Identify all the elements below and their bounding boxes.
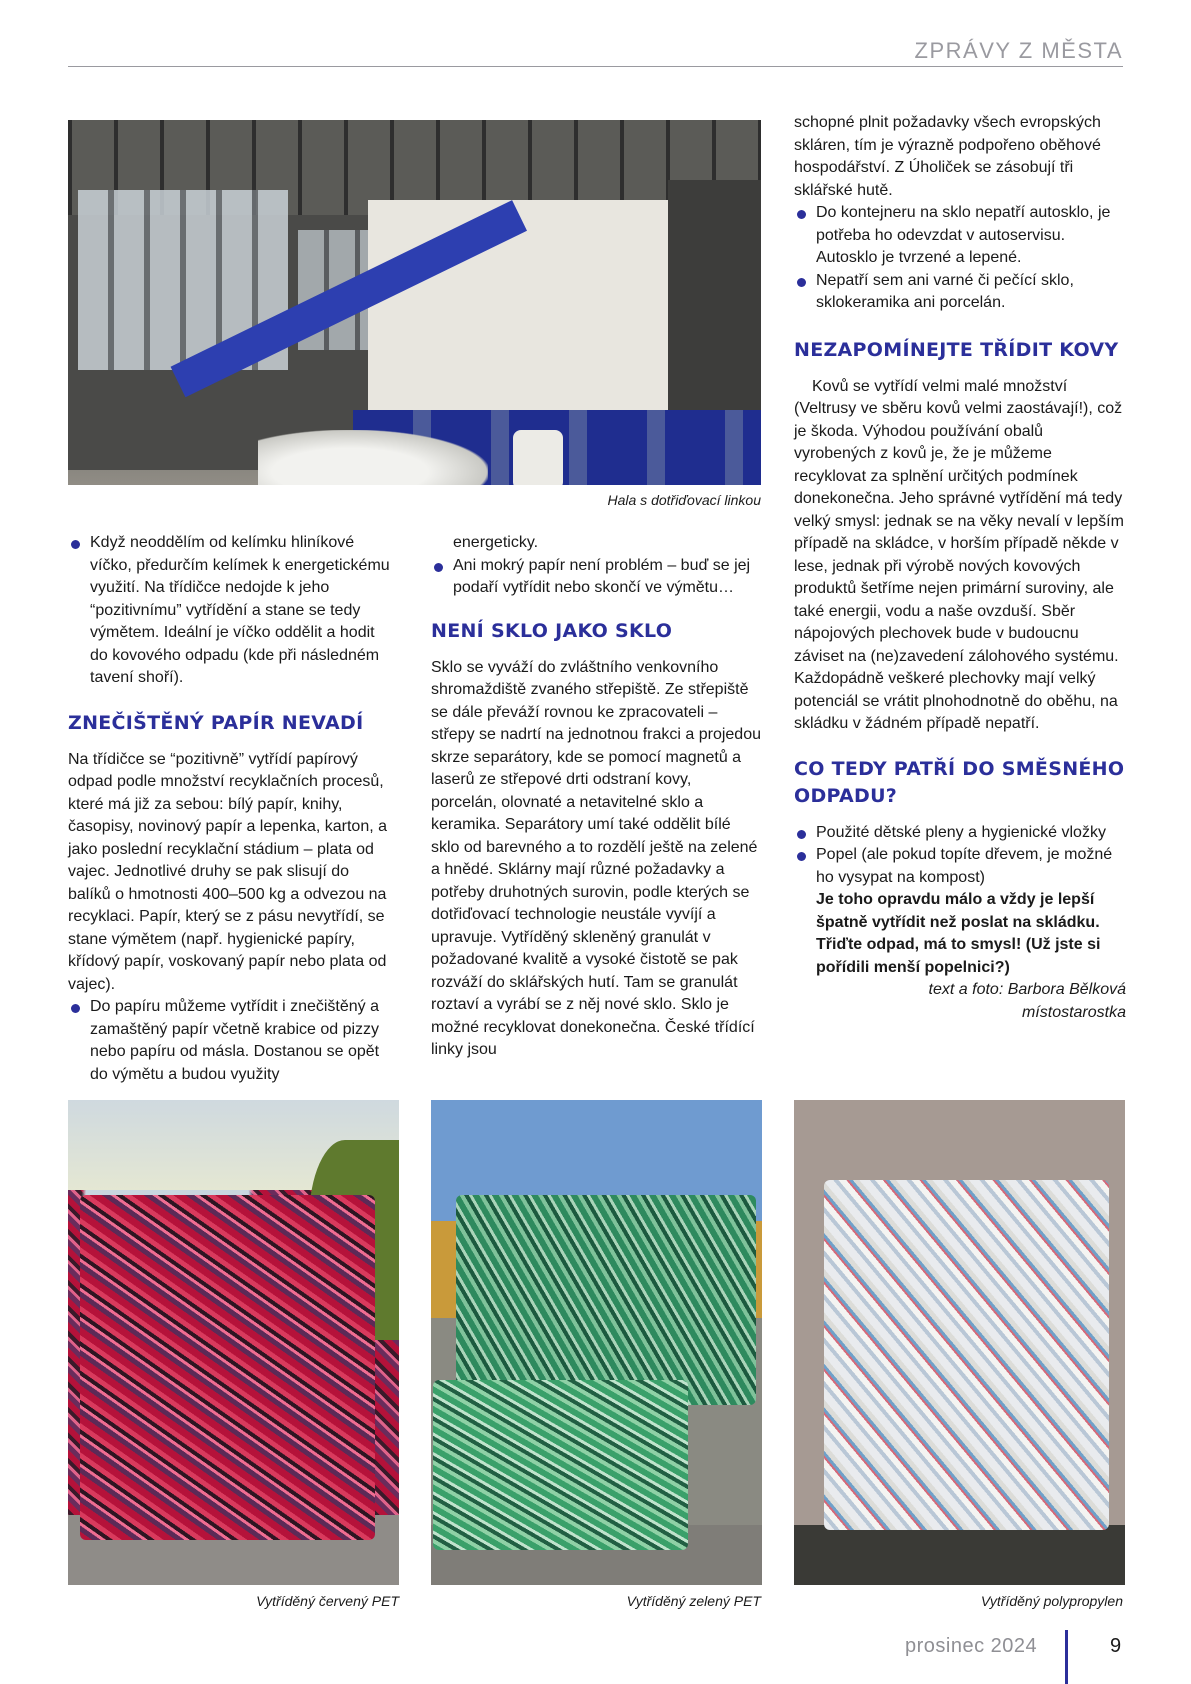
list-item: Do kontejneru na sklo nepatří autosklo, je potřeba ho odevzdat v autoservisu. Autosklo je tvrzené a lepené. — [794, 202, 1126, 270]
issue-month: prosinec 2024 — [905, 1635, 1038, 1657]
footer-rule — [1065, 1630, 1068, 1684]
list-item: Ani mokrý papír není problém – buď se jej podaří vytřídit nebo skončí ve výmětu… — [431, 555, 761, 600]
green-pet-caption: Vytříděný zelený PET — [626, 1593, 761, 1609]
list-item: Do papíru můžeme vytřídit i znečištěný a zamaštěný papír včetně krabice od pizzy nebo papíru od másla. Dostanou se opět do výmětu a budou využity — [68, 996, 396, 1086]
column-2 — [431, 532, 761, 1062]
header-rule — [68, 66, 1123, 67]
polypropylene-caption: Vytříděný polypropylen — [980, 1593, 1123, 1609]
hall-photo-caption: Hala s dotřiďovací linkou — [607, 492, 761, 508]
list-item-continued: energeticky. — [453, 534, 539, 551]
paragraph-paper: Na třídičce se “pozitivně” vytřídí papírový odpad podle množství recyklačních procesů, které má již za sebou: bílý papír, knihy, časopisy, novinový papír a lepenka, karton, a jako poslední recyklační stádium – plata od vajec. Jednotlivé druhy se pak slisují do balíků o hmotnosti 400–500 kg a odvezou na recyklaci. Papír, který se z pásu nevytřídí, se stane výmětem (např. hygienické papíry, křídový papír, voskovaný papír nebo plata od vajec). — [68, 750, 387, 993]
column-3 — [794, 112, 1126, 1024]
paragraph-metals: Kovů se vytřídí velmi malé množství (Veltrusy ve sběru kovů velmi zaostávají!), což je škoda. Výhodou používání obalů vyrobených z kovů je, že je můžeme recyklovat za splnění určitých podmínek donekonečna. Jeho správné vytřídění má tedy velký smysl: jednak se na věky nevalí v lepším případě na skládce, v horším případě někde v lese, jednak při výrobě nových kovových produktů šetříme nejen primární suroviny, ale také energii, vodu a naše ovzduší. Sběr nápojových plechovek bude v budoucnu záviset na (ne)zavedení zálohového systému. Každopádně veškeré plechovky mají velký potenciál se vrátit plnohodnotně do oběhu, na skládku v žádném případě nepatří. — [794, 377, 1124, 732]
heading-metals: NEZAPOMÍNEJTE TŘÍDIT KOVY — [794, 338, 1119, 361]
closing-bold-text: Je toho opravdu málo a vždy je lepší špatně vytřídit než poslat na skládku. Třiďte odpad, má to smysl! (Už jste si pořídili menší popelnici?) — [816, 891, 1101, 976]
heading-paper: ZNEČIŠTĚNÝ PAPÍR NEVADÍ — [68, 711, 364, 734]
red-pet-caption: Vytříděný červený PET — [256, 1593, 399, 1609]
red-pet-bale-photo — [68, 1100, 399, 1585]
author-role: místostarostka — [1021, 1003, 1126, 1021]
list-item: Nepatří sem ani varné či pečící sklo, sklokeramika ani porcelán. — [794, 270, 1126, 315]
author-credit: text a foto: Barbora Bělková — [928, 981, 1126, 998]
heading-glass: NENÍ SKLO JAKO SKLO — [431, 619, 673, 642]
column-1 — [68, 532, 396, 1086]
page-number: 9 — [1110, 1635, 1122, 1657]
green-pet-bale-photo — [431, 1100, 762, 1585]
list-item: Popel (ale pokud topíte dřevem, je možné ho vysypat na kompost) — [794, 844, 1126, 889]
section-title: ZPRÁVY Z MĚSTA — [914, 38, 1123, 63]
polypropylene-bale-photo — [794, 1100, 1125, 1585]
list-item: Když neoddělím od kelímku hliníkové víčko, předurčím kelímek k energetickému využití. Na třídičce nedojde k jeho “pozitivnímu” vytřídění a stane se tedy výmětem. Ideální je víčko oddělit a hodit do kovového odpadu (kde při následném tavení shoří). — [68, 532, 396, 690]
sorting-hall-photo — [68, 120, 761, 485]
paragraph-glass-continued: schopné plnit požadavky všech evropských skláren, tím je výrazně podpořeno oběhové hospodářství. Z Úholiček se zásobují tři sklářské hutě. — [794, 114, 1101, 199]
paragraph-glass: Sklo se vyváží do zvláštního venkovního shromaždiště zvaného střepiště. Ze střepiště se dále převáží rovnou ke zpracovateli – střepy se nadrtí na jednotnou frakci a projedou skrze separátory, kde se pomocí magnetů a laserů ze střepové drti odstraní kovy, porcelán, olovnaté a netavitelné sklo a keramika. Separátory umí také oddělit bílé sklo od barevného a to rozdělí ještě na zelené a hnědé. Sklárny mají různé požadavky a potřeby druhotných surovin, podle kterých se dotřiďovací technologie neustále vyvíjí a upravuje. Vytříděný skleněný granulát v požadované kvalitě a vysoké čistotě se pak rozváží do sklářských hutí. Tam se granulát roztaví a vyrábí se z něj nové sklo. Sklo je možné recyklovat donekonečna. České třídící linky jsou — [431, 658, 761, 1058]
list-item: Použité dětské pleny a hygienické vložky — [794, 822, 1126, 845]
heading-mixed-waste: CO TEDY PATŘÍ DO SMĚSNÉHO ODPADU? — [794, 757, 1125, 807]
